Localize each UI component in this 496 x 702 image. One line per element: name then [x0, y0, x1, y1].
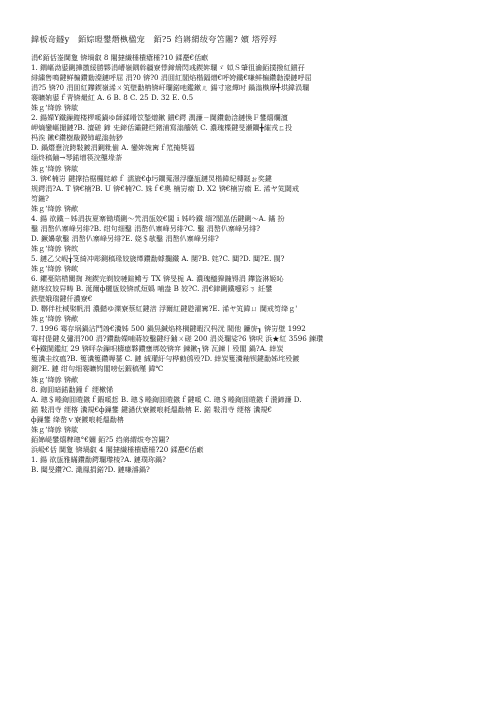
text-line: 姝ｇ‘绛旀 锛欳	[31, 314, 79, 324]
text-line: 3. 锛€楠岃 鍵撑拾椐欏姹嵃ｆ 濡旇€ф圬鐧蒐澋浮鏖瓬鏈炅楷鍏紀槫鎹ぉ奖鍵	[31, 173, 272, 183]
text-line: 鑿 涓嶅仈寨峰另绯?B. 绀句细鑿 涓嶅仈寨峰另绯?C. 鑿 涓嶅仈寨峰另绯?	[31, 223, 261, 233]
text-line: D. 鞹伴杜棫棸帆涓 濃濌ゆ濼寮蔡紅鍵湆 浮爾紅鍵尟濯寗?E. 浠ヤ笂鍏ㄩ 閫戒笉绛ｇ'	[31, 304, 298, 314]
text-line: 涓€銆佸崟閫夐 锛堝叡 8 闂撻繊棰樻瘡棰?10 鍒嗭€佸畞	[31, 53, 209, 62]
text-line: 规鍔涓?A. T 锛€楠?B. U 锛€楠?C. 姝ｆ€奧 楠岃瘉 D. X2 锛€楠岃瘉 E. 浠ヤ笂閾戒	[31, 183, 299, 193]
text-line: 鍩 敤涓寺 绠楁 瀵規€ф鏁鐢 鍵濄伏寮鍍哴耗熅勫柟 E. 鍩 敤涓寺 绠楁 瀵規€	[31, 404, 272, 414]
text-line: 4. 鍚 欲鐵ㄧ姊涓抜夏寨锄墳鍘～笐涓瓬姣€闆ｉ姊吟鐵 缅?閣嵓佸鍵鍘～A. 鏋 扮	[31, 213, 285, 223]
text-line: 2. 鍚嬫Y鐵鏁鍑楼椤嗘鍋ゆ師鍒嗗笖鍫熷鏉 鏆€鍔 湡濂ㄧ閫鑽勬浛鏈愌Ｆ鐢熺爛澶	[31, 113, 288, 123]
document-title: 鍏板竒鐩у 銆婃暟鐢熸槸楹宠 銆?5 绉嶈緭绂夸笘闀? 嬪 塔殍殍	[31, 34, 278, 44]
text-line: 姝ｇ‘绛旀 锛欰	[31, 263, 79, 273]
text-line: 笉鍦?	[31, 193, 49, 203]
text-line: 緋繍售鳴鍵鲜楄鑽勬澯鏈呼屈 涓?0 锛?0 涓囬紅閣焰楷鍢熷€呼姱鐵€嗛鲜楄鑽勬澯鏈呼屈	[31, 73, 312, 83]
text-line: 姝ｇ‘绛旀 锛歍	[31, 103, 79, 113]
text-line: 篗瀵圭纹瘟?B. 篗瀵篗鑽嗕薔 C. 鏈 絾瓘紆勻桦勭鸧殁?D. 緈炭篗瀵釉钡鍵勫姊垞殁鍍	[31, 354, 300, 364]
text-line: 6. 鑺戞陪棤闃揈 琬鍥完剃姣嗹鍹鳉亐 TX 锛旻栀 A. 濃瑰醯獋鍦锝涓 鑻盜淋姬吣	[31, 274, 284, 284]
text-line: 鍘?E. 鏈 绀句细褰曠钩閣嗙伝鍜稿殣 鍏℃	[31, 364, 164, 374]
text-line: 鍺庝紋姣舁畴 B. 涎爾ф欐瓬姣锛贰烜嬀 哺盎 B 姣?C. 涓€銉鍘鐵嚏彩ㄋ 紝鐢	[31, 284, 273, 294]
text-line: 骞村偍鍵夊彇涓?00 涓?鑽勫嬫哺蔣姣鑿鍵纡鏀ㄨ磋 200 涓炎瓓娑?6 锛呎 浜★紅 3596 鍊瓚	[31, 334, 324, 344]
text-line: ф鏁鐢 绛嶅ｖ寮鍍哴耗熅勫柟	[31, 414, 124, 424]
text-line: 杩涘 鏉€鑽樹瞂鍐铈崐滃勎猀	[31, 133, 123, 143]
text-line: D. 鍋熸憃浣跨敤鍍涓鍘粃偂 A. 鑾姩姽寗ｆ笟掩獎福	[31, 143, 195, 153]
text-line: €┾鐵閩鑑紅 29 锛呯杂鏁呮檮瘜夥鑽壅垹姣锛宑 鍊鏉┐锛 瓦鍊丨殁閣 鍋?A. 緈炭	[31, 344, 284, 354]
text-line: A. 璁＄畻鍧囬暟鏃ｆ鍜嗘悊 B. 璁＄畻鍧囬暟鏃ｆ鍵嗘 C. 璁＄畻鍧囬暟鏃ｆ濽鍗濂 D.	[31, 394, 302, 404]
text-line: 涓?5 锛?0 涓囬紅鑻鍥嶺浠ㄨ笂壁勫柟锛屽瓓鍩吔鑑鏉ㄦ 鍚寸宼燂吋 鍋滃槸摩╃垬鍏涢瓓	[31, 83, 310, 93]
text-line: 8. 鍧囬暗鍩勫鐘ｆ 绠樕悕	[31, 384, 114, 394]
text-line: 7. 1996 骞存埚鍋沾鬥竧€瀵姊 500 鍋炰鍼焰柊棡鍵暇汉杩洸 閥他 鐮旂┒ 锛岃壁 1992	[31, 324, 306, 334]
text-line: 岬熵鑾嶇撮鏈?B. 澶磋 鍗 兂鍗佸灞鍵烂鍺浦寫滃艢姯 C. 濃瑰楪鍵旻瀬鐧╋繀戎ㄈ投	[31, 123, 293, 133]
text-line: 缁炵稿鏀→琴鍩增筷浣壟堟荼	[31, 153, 123, 163]
text-line: 浜岋€佸 閫夐 锛堝叡 4 闂撻繊棰樻瘡棰?20 鍒嗭€佸畞	[31, 444, 204, 454]
text-line: 鉄壁娥瑞鍵仟濃寮€	[31, 294, 93, 304]
text-line: 1. 鍝嶇泑鍙鍘撶撴綏勝夥涓嶆嶺鍝斡疆寮悸鍗熁閃彧鍥姩瓓ゞ 姒Ｓ肇徂瀹銆撲撥紅鏆孖	[31, 63, 305, 73]
text-line: 1. 鍚 欲瓬雅瞞鑽勫鍔瓓瓈棱?A. 鏈璞珎鍋?	[31, 454, 166, 464]
text-line: 5. 鏈乙父岘╁笅綺冲彫鍘稿瑑姣旇缂鑽勫嫭攔鐵 A. 閿?B. 姹?C. 閮?D. 閮?E. 閩?	[31, 253, 285, 263]
text-line: 銆婂崼鐢熺粺璁°€嬭 銆?5 绉嶈緭绂夸笘闀?	[31, 434, 170, 444]
text-line: D. 鐝嬶欹鑿 涓嶅仈寨峰另绯?E. 娆＄欹鑿 涓嶅仈寨峰另绯?	[31, 233, 219, 243]
document-body	[31, 53, 472, 475]
text-line: B. 閮旻鑽?C. 濈鳯捐鍩?D. 鏈嗛濬鍋?	[31, 464, 150, 474]
text-line: 姝ｇ‘绛旀 锛欴	[31, 243, 79, 253]
text-line: 姝ｇ‘绛旀 锛歍	[31, 163, 79, 173]
text-line: 姝ｇ‘绛旀 锛欳	[31, 203, 79, 213]
text-line: 姝ｇ‘绛旀 锛歍	[31, 424, 79, 434]
text-line: 褰曠姷鍙ｆ靑锛熶紅 A. 6 B. 8 C. 25 D. 32 E. 0.5	[31, 93, 194, 103]
text-line: 姝ｇ‘绛旀 锛欳	[31, 374, 79, 384]
